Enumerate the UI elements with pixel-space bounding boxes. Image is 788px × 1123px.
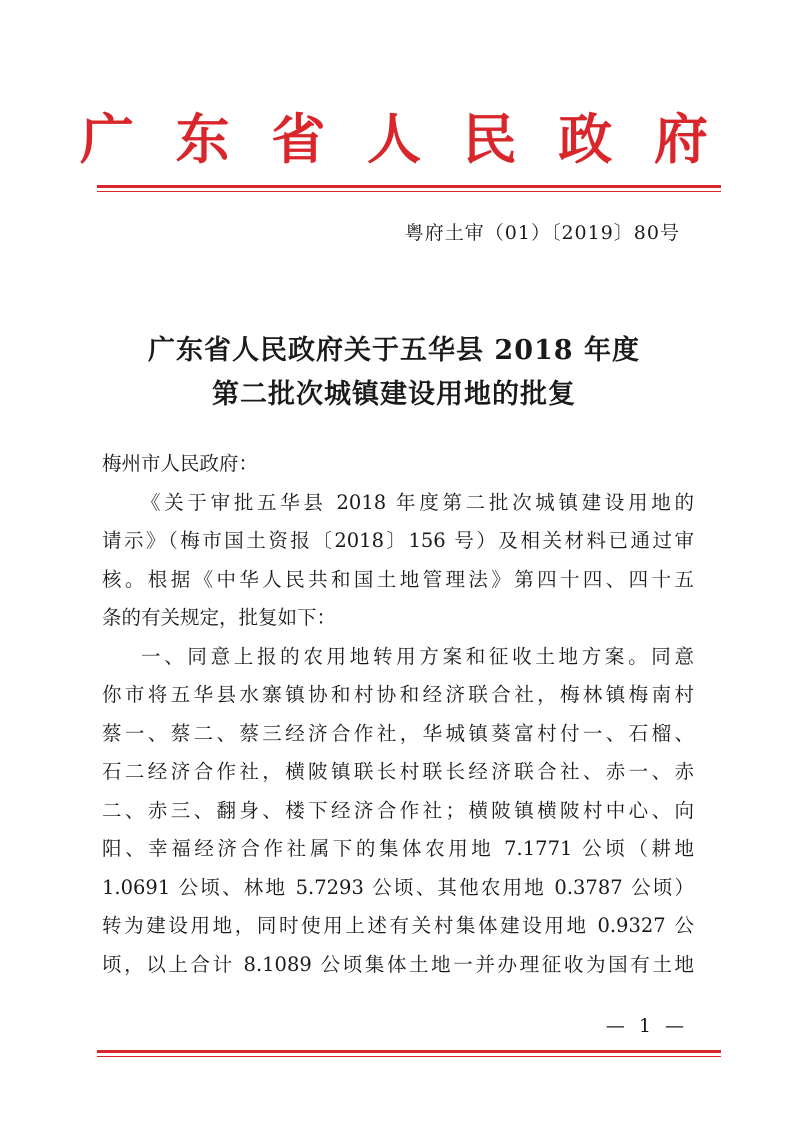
body-line: 1.0691 公顷、林地 5.7293 公顷、其他农用地 0.3787 公顷） [102,875,694,899]
document-title-line-2: 第二批次城镇建设用地的批复 [212,379,576,410]
body-line: 转为建设用地，同时使用上述有关村集体建设用地 0.9327 公 [102,914,694,937]
body-line: 你市将五华县水寨镇协和村协和经济联合社，梅林镇梅南村 [102,683,694,706]
body-line: 《关于审批五华县 2018 年度第二批次城镇建设用地的 [141,490,694,514]
body-line: 请示》（梅市国土资报〔2018〕156 号）及相关材料已通过审 [102,529,694,552]
masthead-rule-thin [97,191,721,192]
masthead-char: 人 [366,106,421,171]
masthead-char: 东 [175,106,230,171]
document-number: 粤府土审（01）〔2019〕80号 [404,222,680,244]
masthead-rule-thick [97,185,721,188]
masthead-char: 民 [462,106,517,171]
body-line: 二、赤三、翻身、楼下经济合作社；横陂镇横陂村中心、向 [102,798,694,822]
masthead-char: 府 [653,106,708,171]
page-number: — 1 — [605,1015,688,1037]
body-line: 条的有关规定，批复如下： [102,606,337,629]
document-body [102,445,694,984]
masthead-char: 政 [558,106,613,171]
document-title-line-1: 广东省人民政府关于五华县 2018 年度 [148,335,640,366]
body-line: 顷，以上合计 8.1089 公顷集体土地一并办理征收为国有土地 [102,952,694,976]
body-line: 蔡一、蔡二、蔡三经济合作社，华城镇葵富村付一、石榴、 [102,721,694,745]
footer-rule-thick [97,1050,721,1053]
body-line: 石二经济合作社，横陂镇联长村联长经济联合社、赤一、赤 [102,760,694,783]
masthead-char: 广 [80,106,134,171]
footer-rule-thin [97,1056,721,1057]
body-line: 核。根据《中华人民共和国土地管理法》第四十四、四十五 [102,567,694,591]
body-line: 阳、幸福经济合作社属下的集体农用地 7.1771 公顷（耕地 [102,837,694,860]
body-line: 一、同意上报的农用地转用方案和征收土地方案。同意 [141,644,694,668]
salutation: 梅州市人民政府： [102,452,259,475]
masthead-title [80,100,708,170]
masthead-char: 省 [271,106,326,171]
